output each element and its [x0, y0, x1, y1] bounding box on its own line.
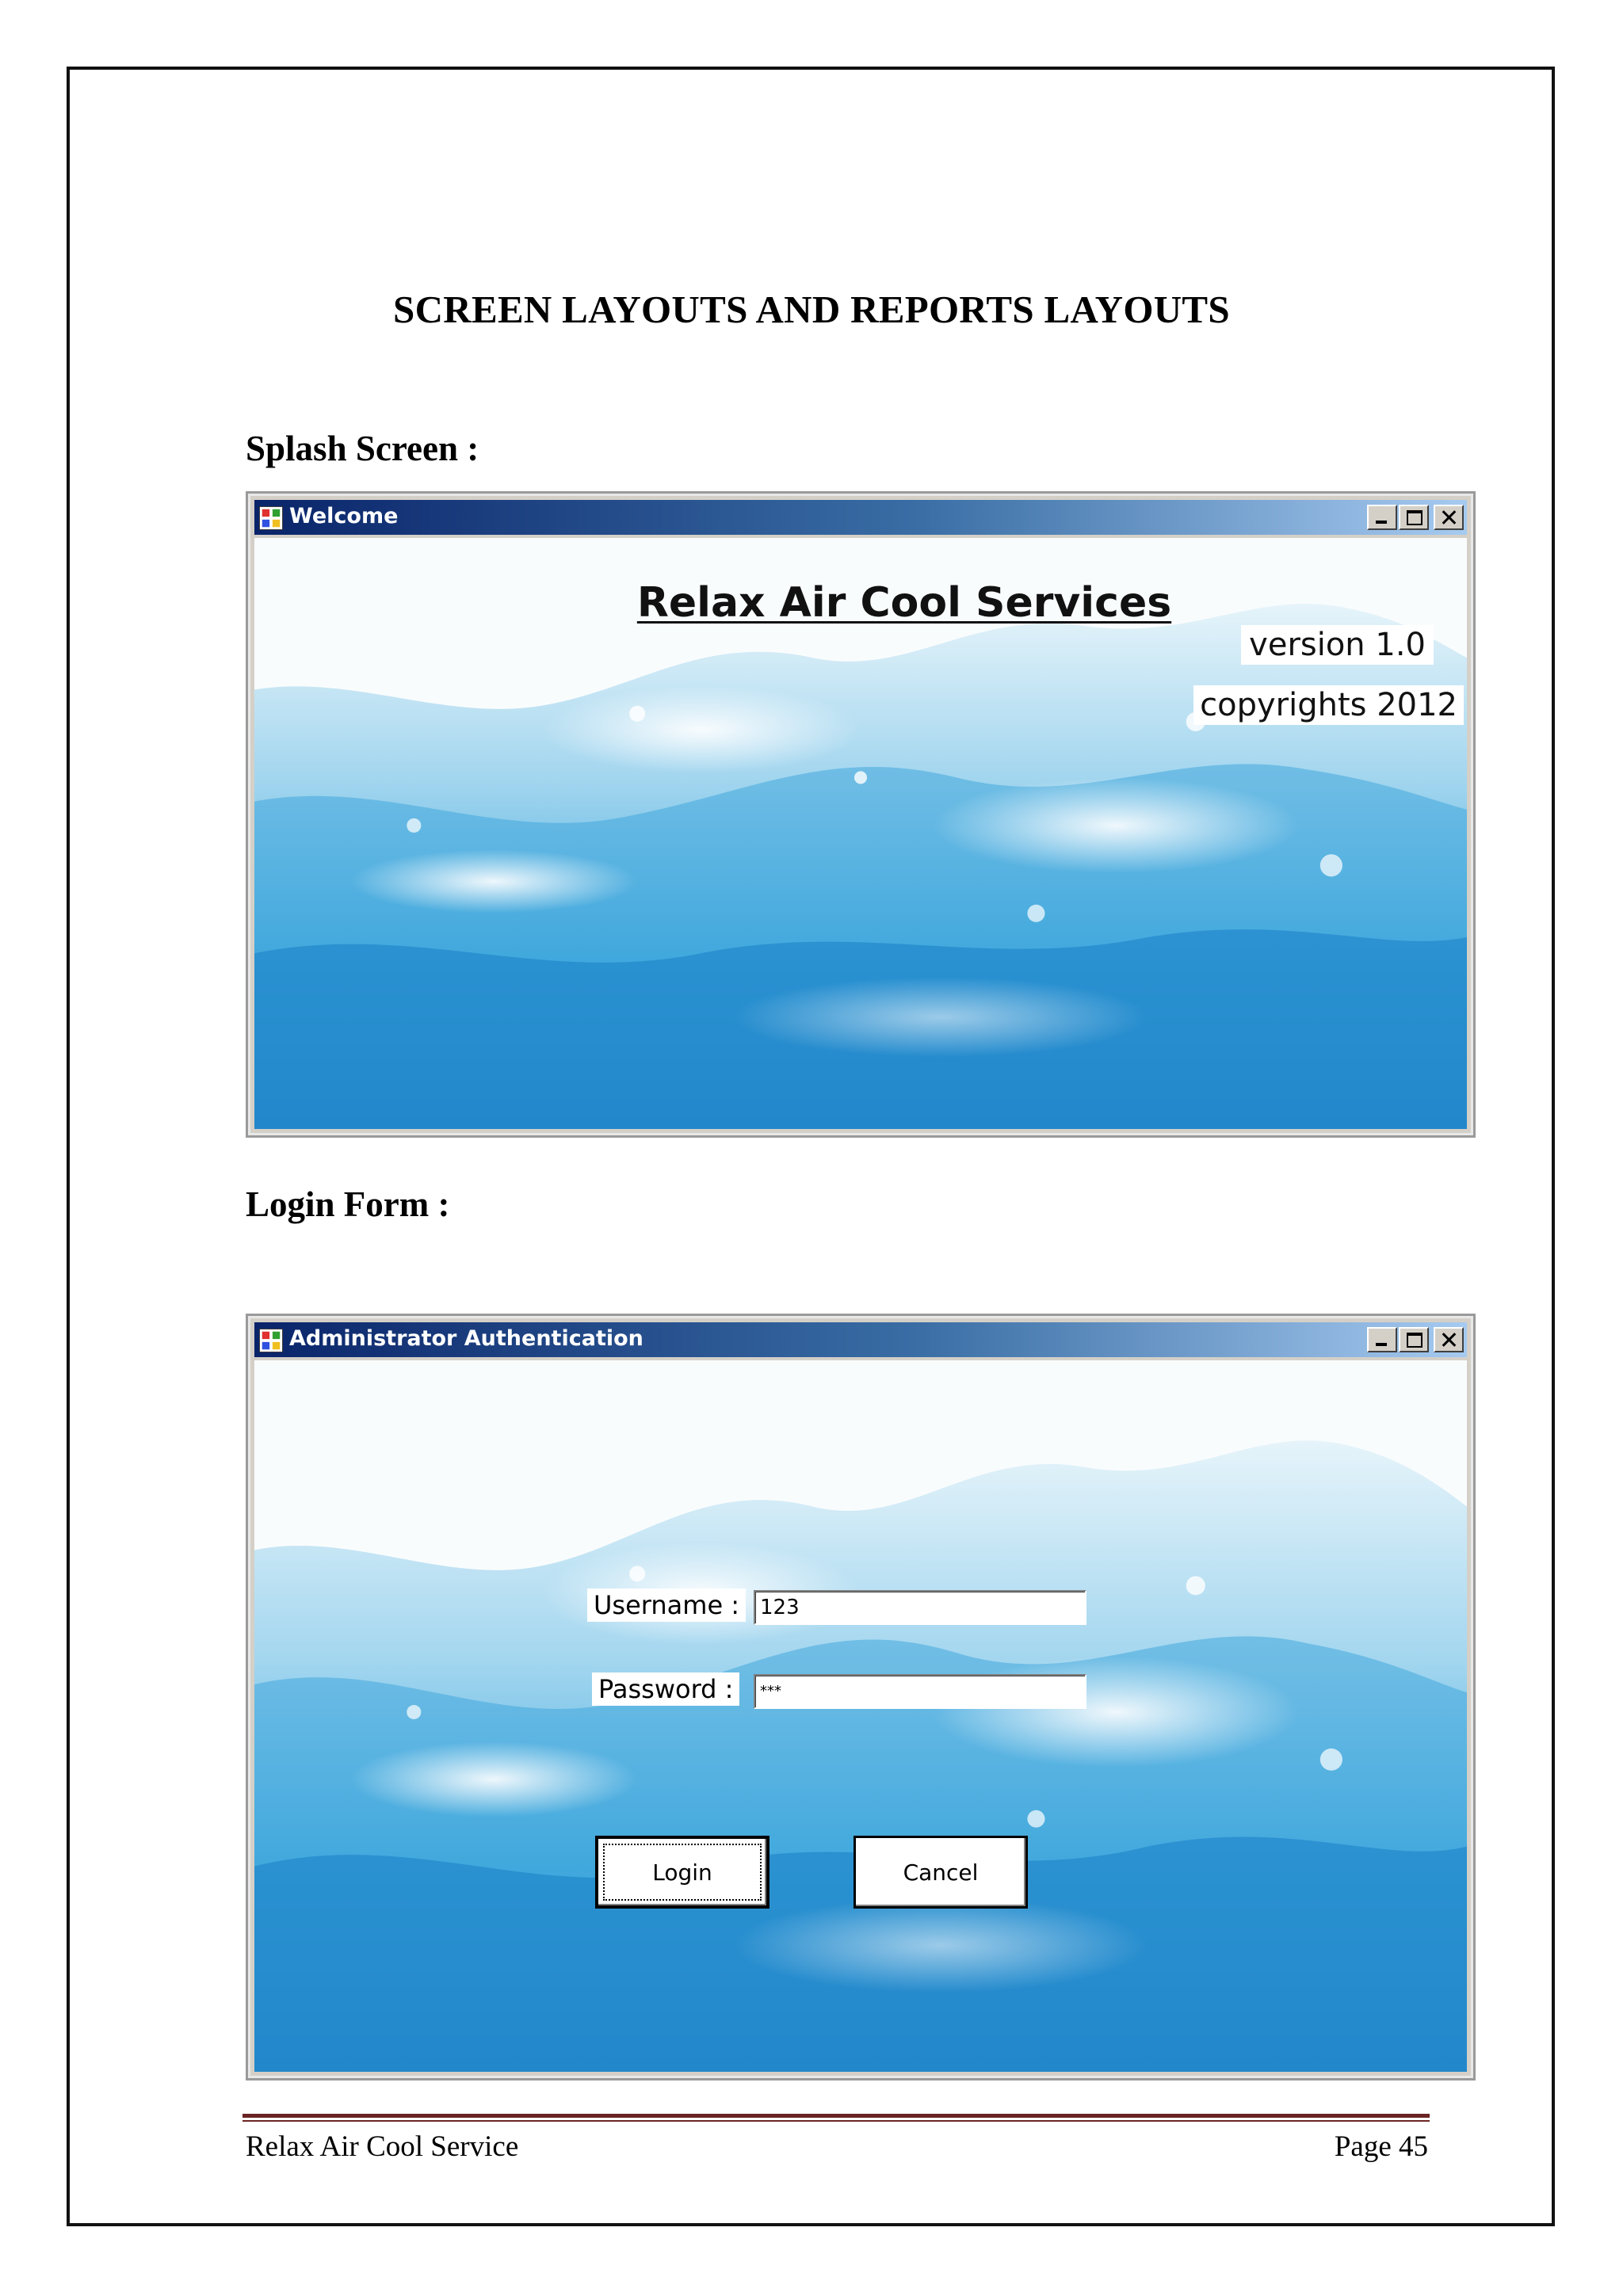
splash-window-title: Welcome: [289, 504, 399, 528]
maximize-icon[interactable]: [1399, 1327, 1429, 1352]
close-icon[interactable]: [1434, 505, 1464, 530]
splash-window: [246, 491, 1476, 1138]
footer-project-name: Relax Air Cool Service: [246, 2130, 519, 2163]
password-label: Password :: [592, 1672, 739, 1706]
login-window: [246, 1314, 1476, 2081]
app-name-label: Relax Air Cool Services: [636, 579, 1172, 627]
minimize-icon[interactable]: [1367, 1327, 1397, 1352]
page-title: SCREEN LAYOUTS AND REPORTS LAYOUTS: [393, 288, 1230, 331]
login-button[interactable]: Login: [595, 1836, 769, 1909]
splash-titlebar[interactable]: [254, 500, 1467, 535]
splash-section-heading: Splash Screen :: [246, 429, 479, 468]
close-icon[interactable]: [1434, 1327, 1464, 1352]
login-section-heading: Login Form :: [246, 1184, 450, 1224]
splash-client-area: [254, 538, 1467, 1129]
username-field[interactable]: [754, 1590, 1086, 1625]
login-window-title: Administrator Authentication: [289, 1326, 643, 1351]
minimize-icon[interactable]: [1367, 505, 1397, 530]
page-number: Page 45: [1334, 2130, 1428, 2163]
username-label: Username :: [587, 1589, 746, 1622]
password-field[interactable]: [754, 1674, 1086, 1709]
cancel-button[interactable]: Cancel: [854, 1836, 1028, 1909]
water-splash-background: [254, 1360, 1467, 2072]
version-label: version 1.0: [1241, 625, 1434, 665]
login-titlebar[interactable]: [254, 1322, 1467, 1357]
footer-rule: [242, 2114, 1430, 2122]
copyright-label: copyrights 2012: [1193, 685, 1464, 725]
maximize-icon[interactable]: [1399, 505, 1429, 530]
login-client-area: [254, 1360, 1467, 2072]
app-window-icon: [259, 506, 283, 530]
app-window-icon: [259, 1329, 283, 1352]
